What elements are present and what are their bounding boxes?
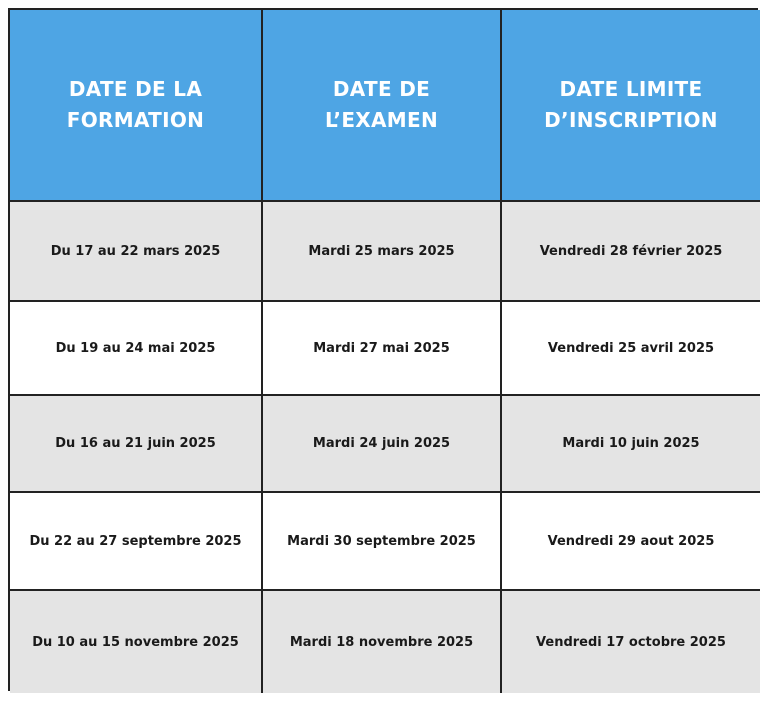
header-exam-date: DATE DE L’EXAMEN — [263, 10, 502, 202]
table-cell-training-date: Du 19 au 24 mai 2025 — [10, 302, 263, 396]
table-cell-training-date: Du 10 au 15 novembre 2025 — [10, 591, 263, 693]
table-cell-training-date: Du 22 au 27 septembre 2025 — [10, 493, 263, 591]
table-cell-deadline: Mardi 10 juin 2025 — [502, 396, 760, 493]
table-cell-exam-date: Mardi 30 septembre 2025 — [263, 493, 502, 591]
header-registration-deadline: DATE LIMITE D’INSCRIPTION — [502, 10, 760, 202]
table-cell-deadline: Vendredi 25 avril 2025 — [502, 302, 760, 396]
schedule-table — [8, 8, 758, 691]
table-cell-deadline: Vendredi 17 octobre 2025 — [502, 591, 760, 693]
header-training-date: DATE DE LA FORMATION — [10, 10, 263, 202]
table-cell-exam-date: Mardi 24 juin 2025 — [263, 396, 502, 493]
table-cell-exam-date: Mardi 25 mars 2025 — [263, 202, 502, 302]
table-cell-deadline: Vendredi 29 aout 2025 — [502, 493, 760, 591]
table-cell-deadline: Vendredi 28 février 2025 — [502, 202, 760, 302]
table-cell-training-date: Du 17 au 22 mars 2025 — [10, 202, 263, 302]
table-cell-training-date: Du 16 au 21 juin 2025 — [10, 396, 263, 493]
table-cell-exam-date: Mardi 18 novembre 2025 — [263, 591, 502, 693]
table-cell-exam-date: Mardi 27 mai 2025 — [263, 302, 502, 396]
